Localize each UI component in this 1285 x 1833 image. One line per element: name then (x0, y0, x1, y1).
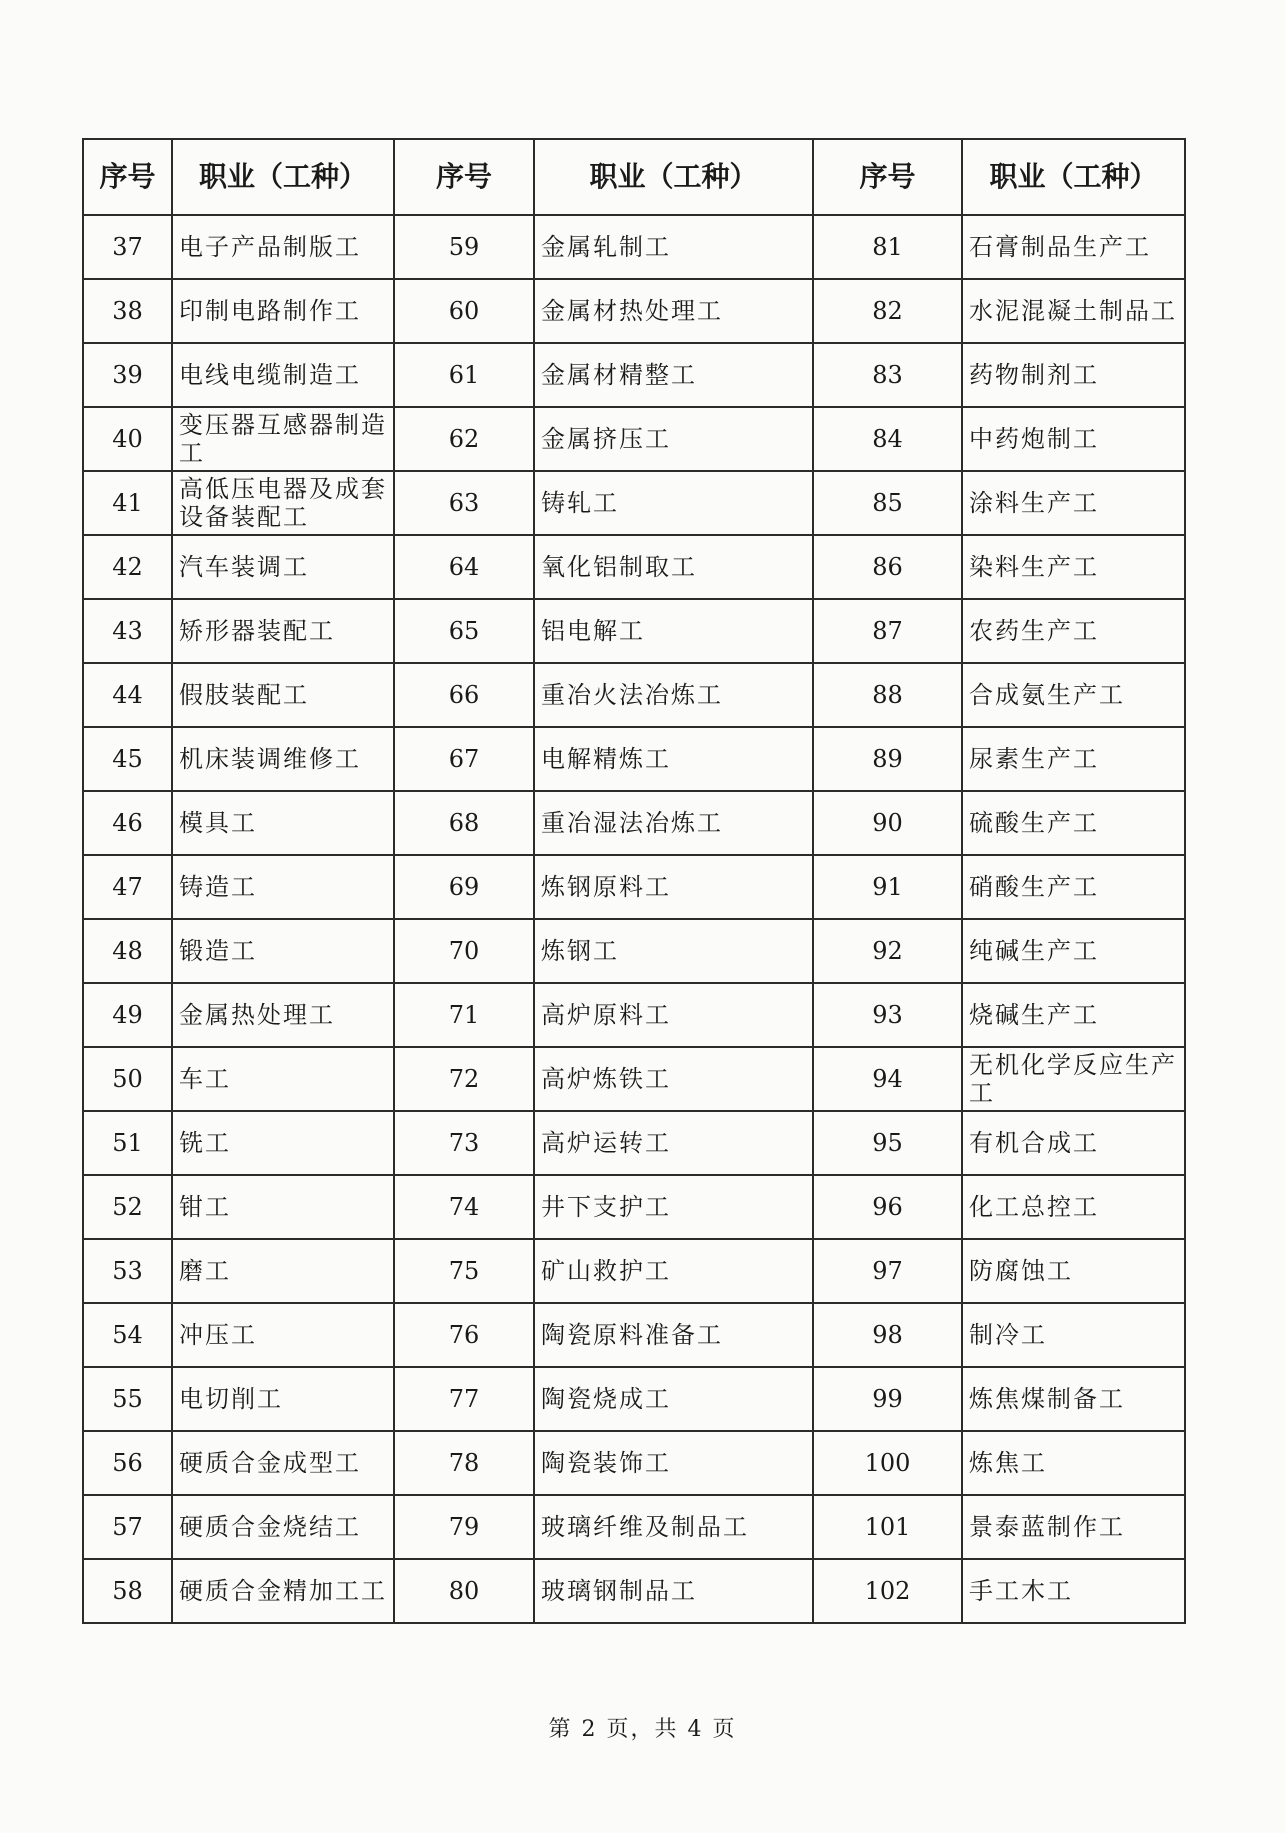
serial-number-cell: 100 (813, 1431, 962, 1495)
occupation-name-cell: 矫形器装配工 (172, 599, 394, 663)
occupation-name-cell: 手工木工 (962, 1559, 1185, 1623)
serial-number-cell: 71 (394, 983, 534, 1047)
serial-number-cell: 49 (83, 983, 172, 1047)
serial-number-cell: 42 (83, 535, 172, 599)
occupation-name-cell: 高炉炼铁工 (534, 1047, 813, 1111)
occupation-name-cell: 制冷工 (962, 1303, 1185, 1367)
table-row (83, 983, 1185, 1047)
serial-number-cell: 45 (83, 727, 172, 791)
serial-number-cell: 85 (813, 471, 962, 535)
serial-number-cell: 82 (813, 279, 962, 343)
serial-number-cell: 43 (83, 599, 172, 663)
occupation-name-cell: 铝电解工 (534, 599, 813, 663)
occupation-name-cell: 陶瓷原料准备工 (534, 1303, 813, 1367)
header-serial-1: 序号 (83, 139, 172, 215)
occupation-name-cell: 纯碱生产工 (962, 919, 1185, 983)
serial-number-cell: 87 (813, 599, 962, 663)
serial-number-cell: 81 (813, 215, 962, 279)
serial-number-cell: 37 (83, 215, 172, 279)
occupation-name-cell: 景泰蓝制作工 (962, 1495, 1185, 1559)
table-row (83, 663, 1185, 727)
occupation-name-cell: 硬质合金烧结工 (172, 1495, 394, 1559)
occupation-name-cell: 中药炮制工 (962, 407, 1185, 471)
table-header-row (83, 139, 1185, 215)
table-row (83, 1175, 1185, 1239)
serial-number-cell: 70 (394, 919, 534, 983)
occupation-table (82, 138, 1186, 1624)
serial-number-cell: 102 (813, 1559, 962, 1623)
occupation-name-cell: 药物制剂工 (962, 343, 1185, 407)
serial-number-cell: 73 (394, 1111, 534, 1175)
serial-number-cell: 86 (813, 535, 962, 599)
serial-number-cell: 39 (83, 343, 172, 407)
occupation-name-cell: 汽车装调工 (172, 535, 394, 599)
occupation-name-cell: 化工总控工 (962, 1175, 1185, 1239)
serial-number-cell: 62 (394, 407, 534, 471)
serial-number-cell: 58 (83, 1559, 172, 1623)
occupation-name-cell: 高炉原料工 (534, 983, 813, 1047)
table-row (83, 855, 1185, 919)
occupation-name-cell: 模具工 (172, 791, 394, 855)
occupation-name-cell: 硬质合金精加工工 (172, 1559, 394, 1623)
serial-number-cell: 88 (813, 663, 962, 727)
occupation-name-cell: 金属材精整工 (534, 343, 813, 407)
occupation-name-cell: 硫酸生产工 (962, 791, 1185, 855)
serial-number-cell: 57 (83, 1495, 172, 1559)
serial-number-cell: 66 (394, 663, 534, 727)
occupation-name-cell: 炼钢工 (534, 919, 813, 983)
serial-number-cell: 40 (83, 407, 172, 471)
occupation-name-cell: 氧化铝制取工 (534, 535, 813, 599)
serial-number-cell: 98 (813, 1303, 962, 1367)
serial-number-cell: 60 (394, 279, 534, 343)
occupation-name-cell: 陶瓷装饰工 (534, 1431, 813, 1495)
serial-number-cell: 95 (813, 1111, 962, 1175)
serial-number-cell: 84 (813, 407, 962, 471)
occupation-name-cell: 石膏制品生产工 (962, 215, 1185, 279)
occupation-name-cell: 电解精炼工 (534, 727, 813, 791)
serial-number-cell: 50 (83, 1047, 172, 1111)
occupation-name-cell: 农药生产工 (962, 599, 1185, 663)
table-row (83, 343, 1185, 407)
serial-number-cell: 80 (394, 1559, 534, 1623)
occupation-name-cell: 陶瓷烧成工 (534, 1367, 813, 1431)
serial-number-cell: 38 (83, 279, 172, 343)
serial-number-cell: 83 (813, 343, 962, 407)
occupation-name-cell: 铸轧工 (534, 471, 813, 535)
serial-number-cell: 53 (83, 1239, 172, 1303)
occupation-name-cell: 电子产品制版工 (172, 215, 394, 279)
occupation-name-cell: 烧碱生产工 (962, 983, 1185, 1047)
serial-number-cell: 48 (83, 919, 172, 983)
occupation-name-cell: 矿山救护工 (534, 1239, 813, 1303)
serial-number-cell: 41 (83, 471, 172, 535)
occupation-name-cell: 玻璃钢制品工 (534, 1559, 813, 1623)
occupation-name-cell: 有机合成工 (962, 1111, 1185, 1175)
serial-number-cell: 68 (394, 791, 534, 855)
serial-number-cell: 91 (813, 855, 962, 919)
occupation-name-cell: 玻璃纤维及制品工 (534, 1495, 813, 1559)
table-row (83, 919, 1185, 983)
serial-number-cell: 92 (813, 919, 962, 983)
serial-number-cell: 52 (83, 1175, 172, 1239)
occupation-name-cell: 炼钢原料工 (534, 855, 813, 919)
occupation-name-cell: 无机化学反应生产工 (962, 1047, 1185, 1111)
occupation-name-cell: 铣工 (172, 1111, 394, 1175)
table-row (83, 1303, 1185, 1367)
serial-number-cell: 46 (83, 791, 172, 855)
occupation-name-cell: 炼焦煤制备工 (962, 1367, 1185, 1431)
serial-number-cell: 90 (813, 791, 962, 855)
serial-number-cell: 74 (394, 1175, 534, 1239)
table-row (83, 1431, 1185, 1495)
occupation-name-cell: 重冶火法冶炼工 (534, 663, 813, 727)
table-row (83, 1367, 1185, 1431)
occupation-name-cell: 冲压工 (172, 1303, 394, 1367)
table-row (83, 1047, 1185, 1111)
occupation-name-cell: 染料生产工 (962, 535, 1185, 599)
occupation-name-cell: 硝酸生产工 (962, 855, 1185, 919)
occupation-name-cell: 磨工 (172, 1239, 394, 1303)
header-serial-3: 序号 (813, 139, 962, 215)
serial-number-cell: 69 (394, 855, 534, 919)
serial-number-cell: 99 (813, 1367, 962, 1431)
table-row (83, 407, 1185, 471)
header-occupation-3: 职业（工种） (962, 139, 1185, 215)
serial-number-cell: 89 (813, 727, 962, 791)
serial-number-cell: 75 (394, 1239, 534, 1303)
occupation-name-cell: 印制电路制作工 (172, 279, 394, 343)
occupation-name-cell: 尿素生产工 (962, 727, 1185, 791)
occupation-name-cell: 电切削工 (172, 1367, 394, 1431)
occupation-name-cell: 车工 (172, 1047, 394, 1111)
occupation-name-cell: 重冶湿法冶炼工 (534, 791, 813, 855)
serial-number-cell: 79 (394, 1495, 534, 1559)
table-row (83, 535, 1185, 599)
occupation-name-cell: 钳工 (172, 1175, 394, 1239)
occupation-name-cell: 金属轧制工 (534, 215, 813, 279)
serial-number-cell: 55 (83, 1367, 172, 1431)
serial-number-cell: 54 (83, 1303, 172, 1367)
table-row (83, 599, 1185, 663)
serial-number-cell: 93 (813, 983, 962, 1047)
occupation-name-cell: 涂料生产工 (962, 471, 1185, 535)
table-row (83, 791, 1185, 855)
serial-number-cell: 94 (813, 1047, 962, 1111)
serial-number-cell: 67 (394, 727, 534, 791)
table-row (83, 1239, 1185, 1303)
serial-number-cell: 78 (394, 1431, 534, 1495)
serial-number-cell: 97 (813, 1239, 962, 1303)
serial-number-cell: 72 (394, 1047, 534, 1111)
occupation-name-cell: 变压器互感器制造工 (172, 407, 394, 471)
header-occupation-2: 职业（工种） (534, 139, 813, 215)
serial-number-cell: 47 (83, 855, 172, 919)
serial-number-cell: 56 (83, 1431, 172, 1495)
occupation-name-cell: 金属材热处理工 (534, 279, 813, 343)
table-row (83, 279, 1185, 343)
occupation-name-cell: 防腐蚀工 (962, 1239, 1185, 1303)
serial-number-cell: 59 (394, 215, 534, 279)
occupation-name-cell: 假肢装配工 (172, 663, 394, 727)
table-row (83, 215, 1185, 279)
serial-number-cell: 65 (394, 599, 534, 663)
serial-number-cell: 101 (813, 1495, 962, 1559)
table-row (83, 1495, 1185, 1559)
occupation-name-cell: 电线电缆制造工 (172, 343, 394, 407)
occupation-name-cell: 水泥混凝土制品工 (962, 279, 1185, 343)
occupation-name-cell: 炼焦工 (962, 1431, 1185, 1495)
serial-number-cell: 76 (394, 1303, 534, 1367)
header-serial-2: 序号 (394, 139, 534, 215)
table-row (83, 1559, 1185, 1623)
occupation-name-cell: 高炉运转工 (534, 1111, 813, 1175)
table-row (83, 1111, 1185, 1175)
occupation-name-cell: 金属热处理工 (172, 983, 394, 1047)
table-row (83, 471, 1185, 535)
serial-number-cell: 96 (813, 1175, 962, 1239)
serial-number-cell: 51 (83, 1111, 172, 1175)
occupation-name-cell: 机床装调维修工 (172, 727, 394, 791)
occupation-name-cell: 合成氨生产工 (962, 663, 1185, 727)
serial-number-cell: 61 (394, 343, 534, 407)
header-occupation-1: 职业（工种） (172, 139, 394, 215)
occupation-name-cell: 铸造工 (172, 855, 394, 919)
occupation-name-cell: 锻造工 (172, 919, 394, 983)
serial-number-cell: 64 (394, 535, 534, 599)
serial-number-cell: 77 (394, 1367, 534, 1431)
page-number-footer: 第 2 页，共 4 页 (548, 1717, 737, 1742)
occupation-name-cell: 井下支护工 (534, 1175, 813, 1239)
occupation-name-cell: 硬质合金成型工 (172, 1431, 394, 1495)
serial-number-cell: 44 (83, 663, 172, 727)
table-body (83, 215, 1185, 1623)
serial-number-cell: 63 (394, 471, 534, 535)
occupation-name-cell: 金属挤压工 (534, 407, 813, 471)
occupation-name-cell: 高低压电器及成套设备装配工 (172, 471, 394, 535)
table-row (83, 727, 1185, 791)
